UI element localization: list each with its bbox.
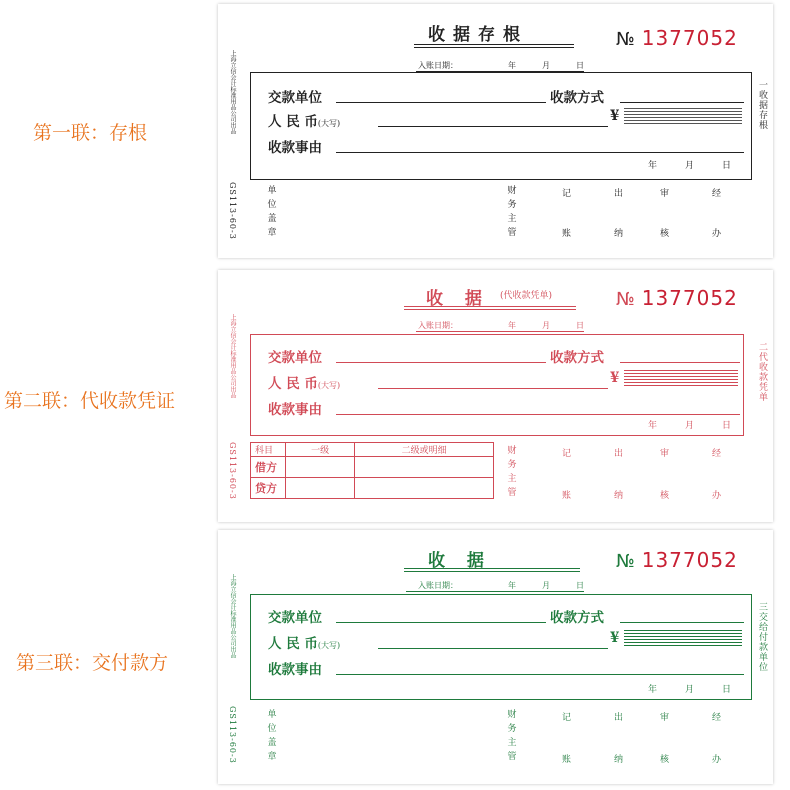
receipt-title: 收据存根 (428, 25, 528, 45)
unit-seal-label: 单 位 盖 章 (267, 186, 277, 238)
entry-date: 入账日期： 年 月 日 (418, 61, 584, 70)
finance-supervisor-label: 财 务 主 管 (507, 186, 517, 238)
reviewer-label-top: 审 (660, 713, 670, 723)
finance-supervisor-label: 财 务 主 管 (507, 710, 517, 762)
reviewer-label-bottom: 核 (660, 491, 670, 501)
handler-label-top: 经 (712, 713, 722, 723)
reviewer-label-top: 审 (660, 189, 670, 199)
handler-label-top: 经 (712, 449, 722, 459)
date-underline (406, 591, 584, 592)
yen-symbol: ¥ (610, 370, 620, 386)
cashier-label-top: 出 (614, 713, 624, 723)
handler-label-top: 经 (712, 189, 722, 199)
printer-name: 上海立信会计标准用品公司出品 (229, 574, 236, 658)
reason-field[interactable] (336, 152, 744, 153)
payer-field[interactable] (336, 362, 546, 363)
receipt-title: 收 据 (426, 289, 490, 309)
method-field[interactable] (620, 102, 744, 103)
receipt-stub (218, 4, 773, 258)
handler-label-bottom: 办 (712, 229, 722, 239)
date-underline (416, 331, 584, 332)
copy-note: 二代收款凭单 (757, 342, 767, 402)
amount-figures-field[interactable] (624, 370, 738, 386)
account-table: 科目 一级 二级或明细 借方 贷方 (250, 442, 494, 499)
cashier-label-top: 出 (614, 449, 624, 459)
title-underline (404, 309, 576, 310)
reason-label: 收款事由 (268, 662, 322, 678)
receipt-number: № 1377052 (616, 548, 738, 572)
label-first-copy: 第一联：存根 (33, 122, 148, 144)
cashier-label-bottom: 纳 (614, 755, 624, 765)
cashier-label-bottom: 纳 (614, 491, 624, 501)
reason-label: 收款事由 (268, 140, 322, 156)
copy-note: 一收据存根 (757, 80, 767, 130)
payer-label: 交款单位 (268, 350, 322, 366)
label-second-copy: 第二联：代收款凭证 (4, 390, 176, 412)
debit-level1-cell[interactable] (286, 457, 355, 478)
receipt-payer-copy (218, 530, 773, 784)
finance-supervisor-label: 财 务 主 管 (507, 446, 517, 498)
bookkeeper-label-bottom: 账 (562, 229, 572, 239)
reason-label: 收款事由 (268, 402, 322, 418)
payer-label: 交款单位 (268, 90, 322, 106)
debit-level2-cell[interactable] (355, 457, 494, 478)
payer-field[interactable] (336, 102, 546, 103)
printer-name: 上海立信会计标准用品公司出品 (229, 314, 236, 398)
handler-label-bottom: 办 (712, 755, 722, 765)
method-label: 收款方式 (550, 610, 604, 626)
yen-symbol: ¥ (610, 108, 620, 124)
rmb-label: 人 民 币(大写) (268, 636, 341, 652)
entry-date: 入账日期： 年 月 日 (418, 321, 584, 330)
credit-level2-cell[interactable] (355, 478, 494, 499)
date-ymd: 年 月 日 (648, 685, 732, 695)
method-field[interactable] (620, 362, 740, 363)
receipt-agent-voucher (218, 270, 773, 522)
debit-label: 借方 (251, 457, 286, 478)
rmb-label: 人 民 币(大写) (268, 114, 341, 130)
amount-figures-field[interactable] (624, 108, 742, 124)
receipt-title: 收 据 (428, 551, 492, 571)
method-field[interactable] (620, 622, 744, 623)
yen-symbol: ¥ (610, 630, 620, 646)
bookkeeper-label-bottom: 账 (562, 755, 572, 765)
copy-note: 三交给付款单位 (757, 602, 767, 672)
entry-date: 入账日期： 年 月 日 (418, 581, 584, 590)
title-underline (414, 47, 574, 48)
credit-level1-cell[interactable] (286, 478, 355, 499)
date-ymd: 年 月 日 (648, 161, 732, 171)
reviewer-label-bottom: 核 (660, 229, 670, 239)
payer-field[interactable] (336, 622, 546, 623)
bookkeeper-label-top: 记 (562, 189, 572, 199)
reason-field[interactable] (336, 674, 744, 675)
reviewer-label-bottom: 核 (660, 755, 670, 765)
method-label: 收款方式 (550, 90, 604, 106)
payer-label: 交款单位 (268, 610, 322, 626)
form-code: GS113-60-3 (228, 706, 237, 764)
bookkeeper-label-bottom: 账 (562, 491, 572, 501)
amount-words-field[interactable] (378, 648, 608, 649)
title-underline (404, 571, 580, 572)
method-label: 收款方式 (550, 350, 604, 366)
amount-figures-field[interactable] (624, 630, 742, 646)
cashier-label-bottom: 纳 (614, 229, 624, 239)
title-underline (404, 568, 580, 569)
rmb-label: 人 民 币(大写) (268, 376, 341, 392)
reason-field[interactable] (336, 414, 740, 415)
receipt-number: № 1377052 (616, 26, 738, 50)
amount-words-field[interactable] (378, 126, 608, 127)
reviewer-label-top: 审 (660, 449, 670, 459)
bookkeeper-label-top: 记 (562, 713, 572, 723)
label-third-copy: 第三联：交付款方 (16, 652, 169, 674)
credit-label: 贷方 (251, 478, 286, 499)
unit-seal-label: 单 位 盖 章 (267, 710, 277, 762)
date-ymd: 年 月 日 (648, 421, 732, 431)
title-underline (404, 306, 576, 307)
title-underline (414, 44, 574, 45)
form-code: GS113-60-3 (228, 182, 237, 240)
handler-label-bottom: 办 (712, 491, 722, 501)
receipt-number: № 1377052 (616, 286, 738, 310)
printer-name: 上海立信会计标准用品公司出品 (229, 50, 236, 134)
receipt-subtitle: (代收款凭单) (500, 291, 553, 301)
form-code: GS113-60-3 (228, 442, 237, 500)
amount-words-field[interactable] (378, 388, 608, 389)
cashier-label-top: 出 (614, 189, 624, 199)
bookkeeper-label-top: 记 (562, 449, 572, 459)
